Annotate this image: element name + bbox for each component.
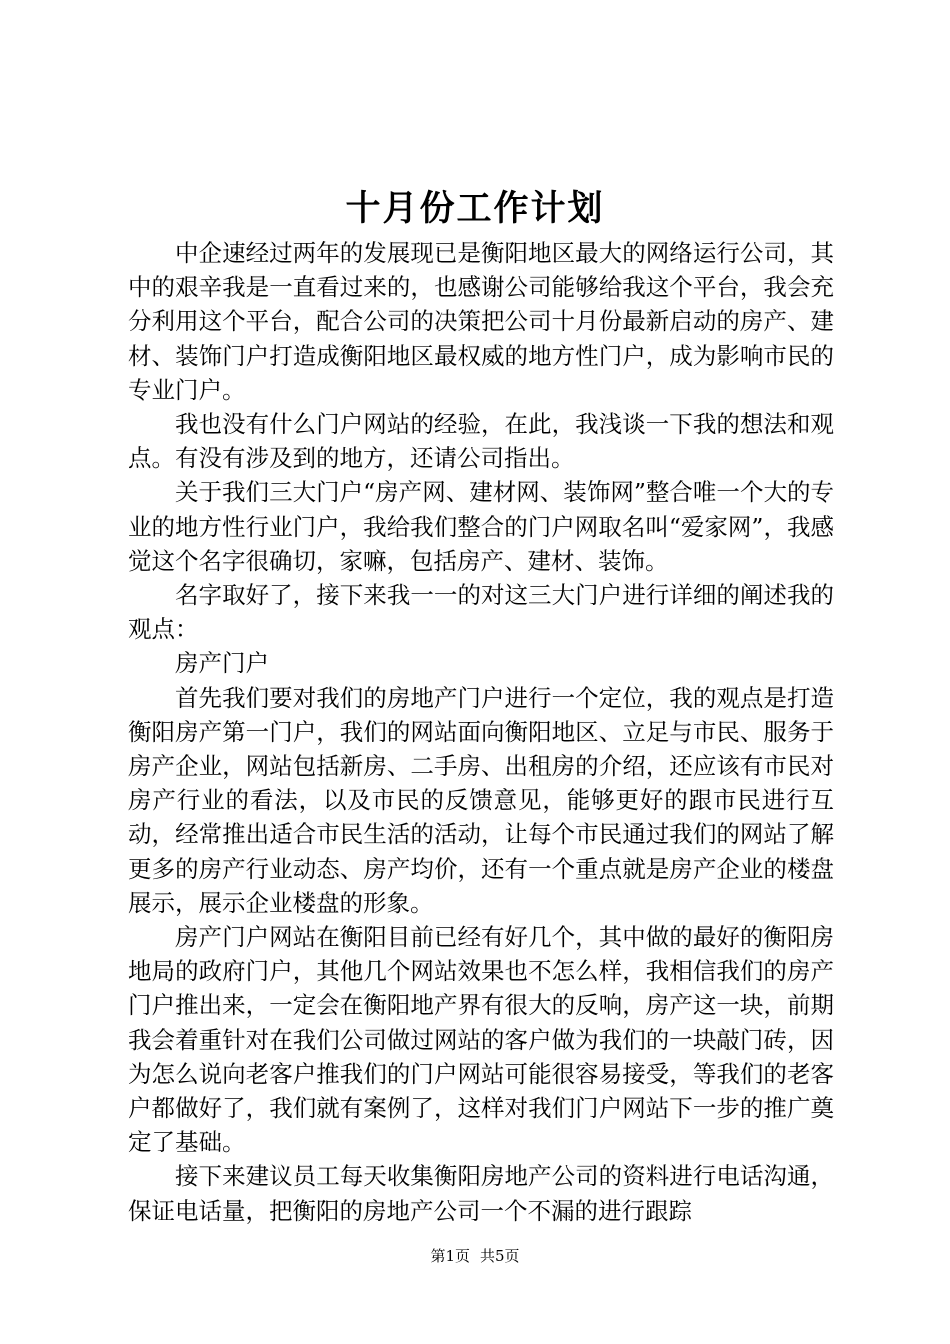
paragraph: 中企速经过两年的发展现已是衡阳地区最大的网络运行公司，其中的艰辛我是一直看过来的，也感谢公司能够给我这个平台，我会充分利用这个平台，配合公司的决策把公司十月份最新启动的房产、建材、装饰门户打造成衡阳地区最权威的地方性门户，成为影响市民的专业门户。 (128, 239, 834, 404)
page-footer (0, 1246, 950, 1266)
paragraph: 房产门户网站在衡阳目前已经有好几个，其中做的最好的衡阳房地局的政府门户，其他几个网站效果也不怎么样，我相信我们的房产门户推出来，一定会在衡阳地产界有很大的反响，房产这一块，前期我会着重针对在我们公司做过网站的客户做为我们的一块敲门砖，因为怎么说向老客户推我们的门户网站可能很容易接受，等我们的老客户都做好了，我们就有案例了，这样对我们门户网站下一步的推广奠定了基础。 (128, 923, 834, 1157)
page-number: 第1页 (430, 1247, 470, 1265)
section-heading: 房产门户 (175, 649, 269, 678)
paragraph: 接下来建议员工每天收集衡阳房地产公司的资料进行电话沟通，保证电话量，把衡阳的房地产公司一个不漏的进行跟踪 (128, 1162, 834, 1225)
paragraph: 名字取好了，接下来我一一的对这三大门户进行详细的阐述我的观点： (128, 581, 834, 644)
page-total: 共5页 (480, 1247, 520, 1265)
paragraph: 我也没有什么门户网站的经验，在此，我浅谈一下我的想法和观点。有没有涉及到的地方，还请公司指出。 (128, 410, 834, 473)
document-body (128, 236, 834, 1228)
document-title: 十月份工作计划 (345, 188, 605, 229)
paragraph: 关于我们三大门户“房产网、建材网、装饰网”整合唯一个大的专业的地方性行业门户，我给我们整合的门户网取名叫“爱家网”，我感觉这个名字很确切，家嘛，包括房产、建材、装饰。 (128, 478, 834, 575)
paragraph: 首先我们要对我们的房地产门户进行一个定位，我的观点是打造衡阳房产第一门户，我们的网站面向衡阳地区、立足与市民、服务于房产企业，网站包括新房、二手房、出租房的介绍，还应该有市民对房产行业的看法，以及市民的反馈意见，能够更好的跟市民进行互动，经常推出适合市民生活的活动，让每个市民通过我们的网站了解更多的房产行业动态、房产均价，还有一个重点就是房产企业的楼盘展示，展示企业楼盘的形象。 (128, 683, 834, 917)
